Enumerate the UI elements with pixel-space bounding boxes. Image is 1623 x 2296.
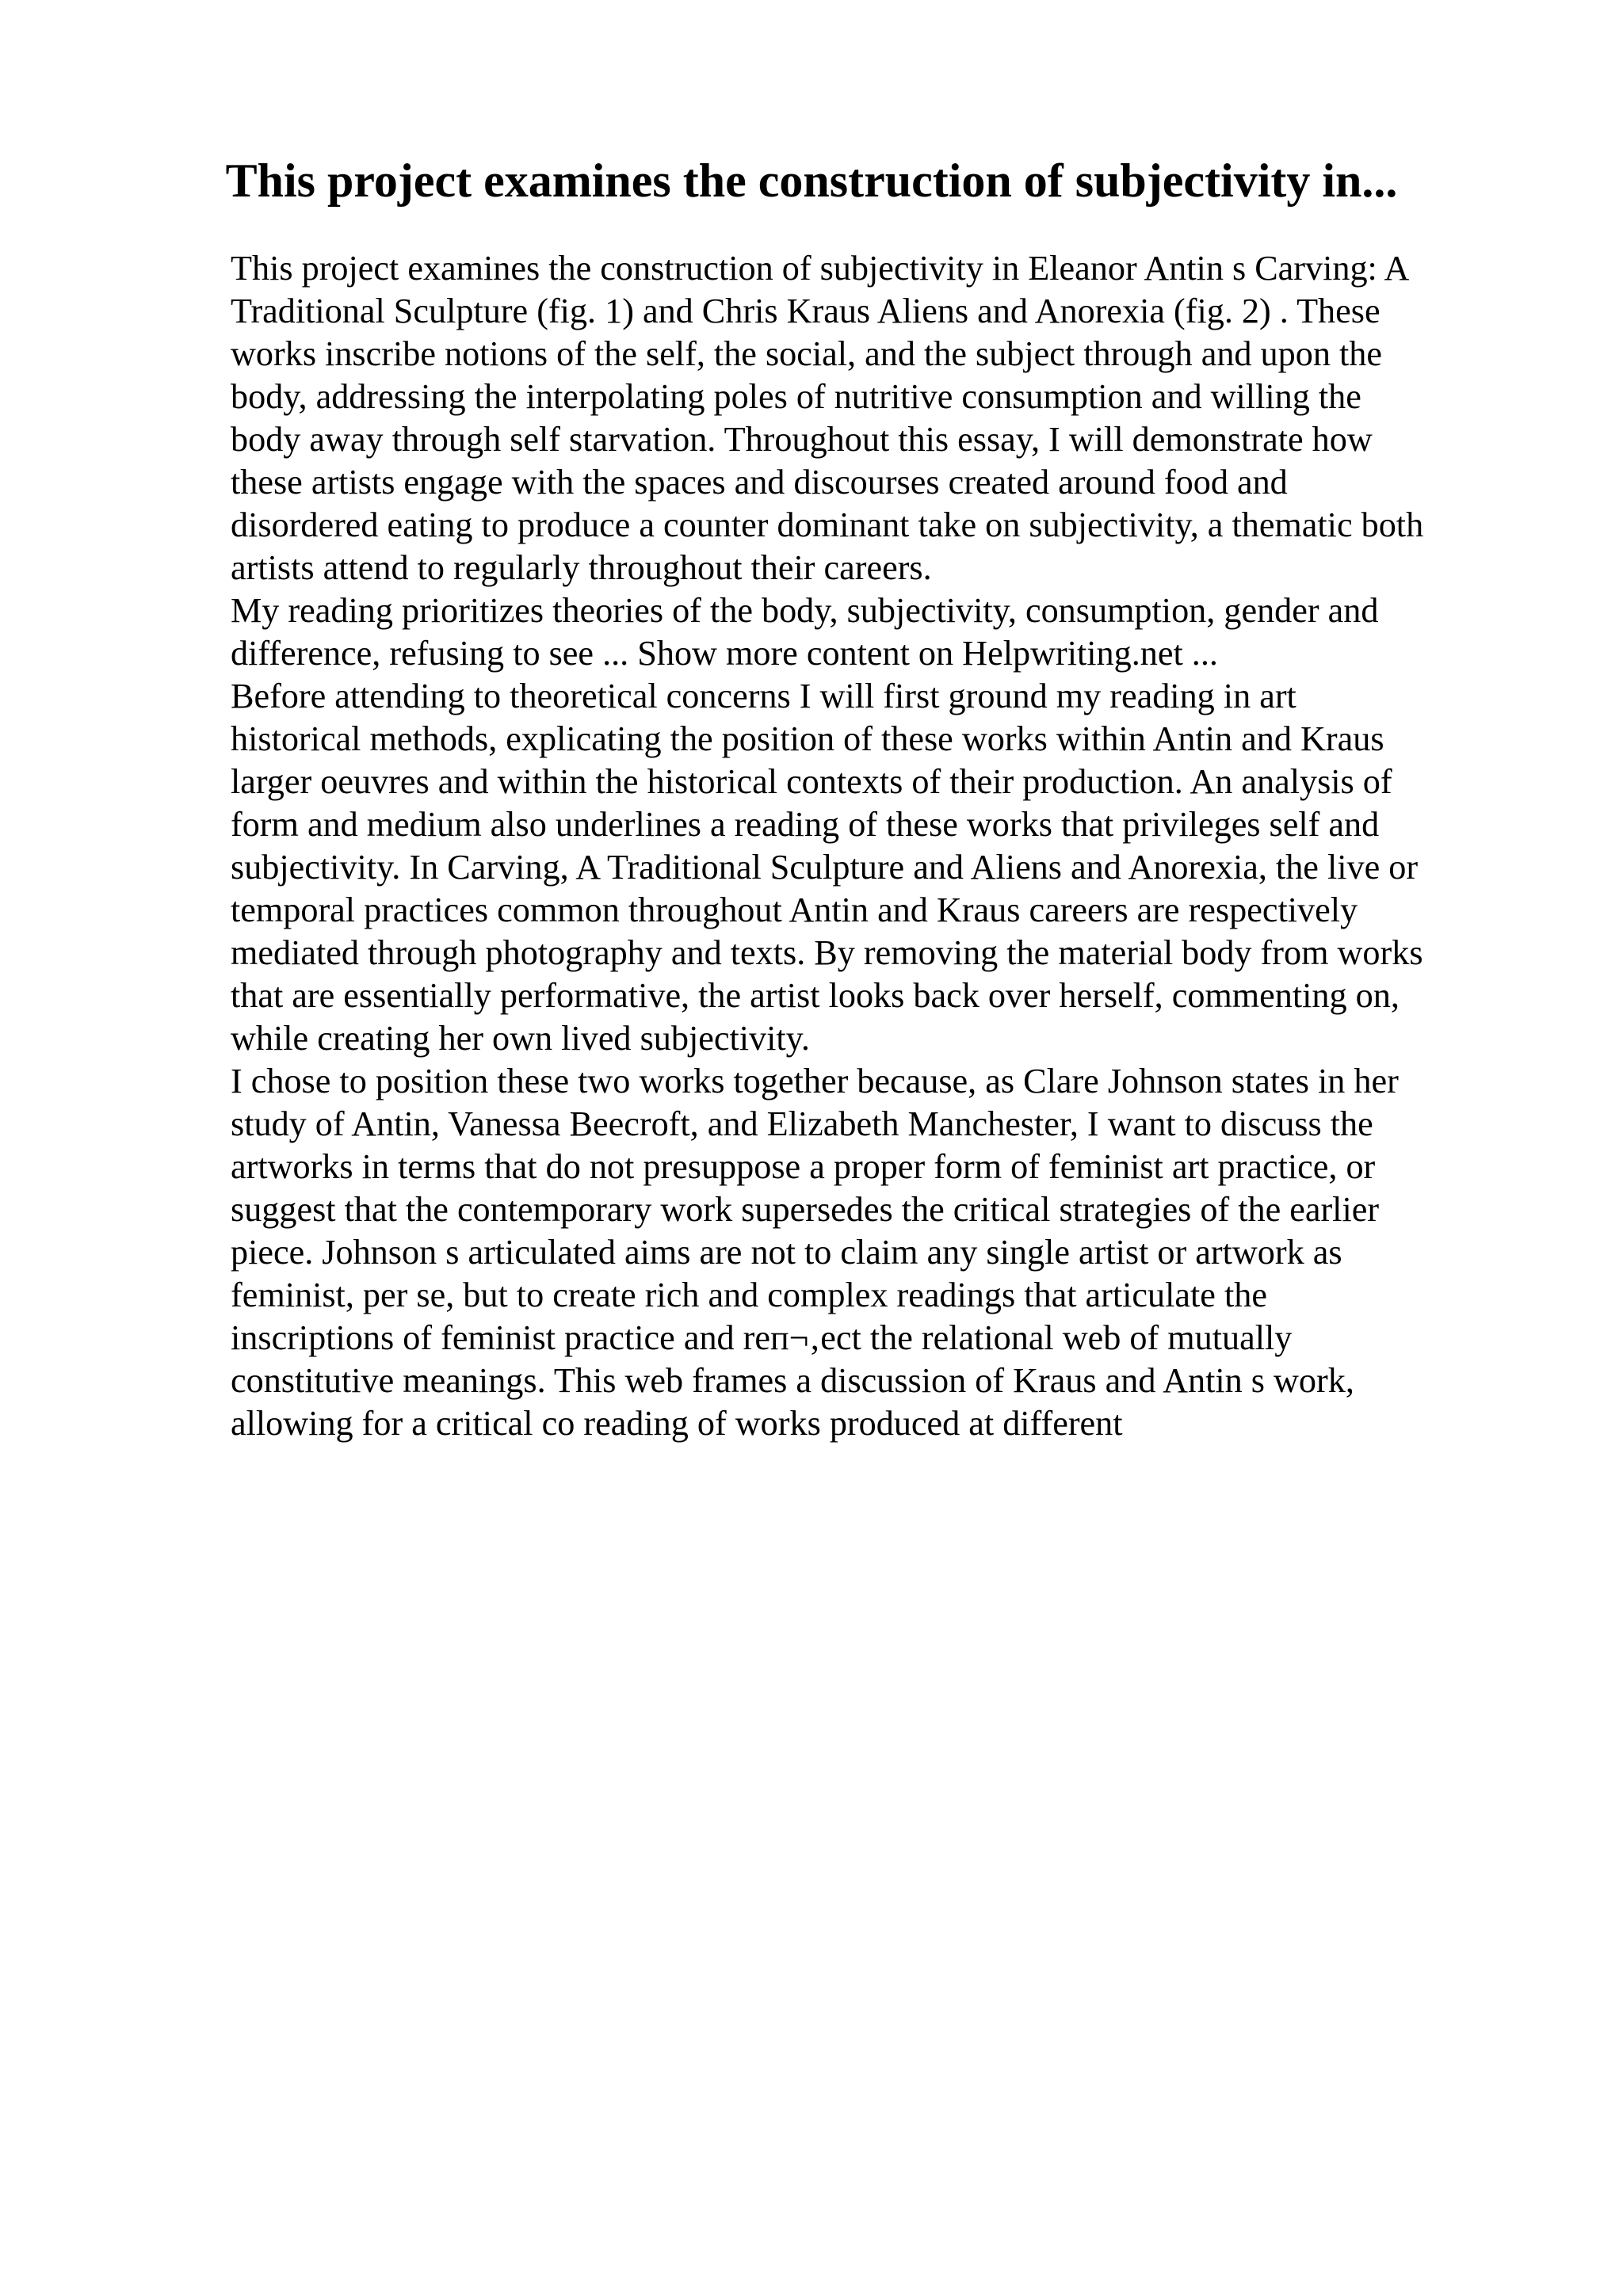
text-line: constitutive meanings. This web frames a discussion of Kraus and Antin s work, [231, 1361, 1354, 1400]
text-line: body, addressing the interpolating poles of nutritive consumption and willing the [231, 377, 1361, 416]
text-line: mediated through photography and texts. By removing the material body from works [231, 933, 1423, 972]
text-line: body away through self starvation. Throughout this essay, I will demonstrate how [231, 420, 1373, 459]
text-line: larger oeuvres and within the historical contexts of their production. An analysis of [231, 762, 1392, 801]
text-line: Traditional Sculpture (fig. 1) and Chris Kraus Aliens and Anorexia (fig. 2) . These [231, 292, 1381, 330]
text-line: My reading prioritizes theories of the body, subjectivity, consumption, gender and [231, 591, 1379, 630]
text-line: This project examines the construction of subjectivity in Eleanor Antin s Carving: A [231, 249, 1410, 288]
text-line: allowing for a critical co reading of works produced at different [231, 1404, 1123, 1443]
text-line: I chose to position these two works together because, as Clare Johnson states in her [231, 1062, 1399, 1100]
text-line: historical methods, explicating the position of these works within Antin and Kraus [231, 719, 1384, 758]
text-line: Before attending to theoretical concerns I will first ground my reading in art [231, 677, 1296, 715]
text-line: difference, refusing to see ... Show more content on Helpwriting.net ... [231, 634, 1218, 673]
text-line: works inscribe notions of the self, the social, and the subject through and upon the [231, 334, 1382, 373]
page-title: This project examines the construction of subjectivity in... [225, 154, 1398, 207]
text-line: feminist, per se, but to create rich and complex readings that articulate the [231, 1276, 1267, 1314]
text-line: form and medium also underlines a reading of these works that privileges self and [231, 805, 1380, 844]
body-text [231, 247, 1530, 1445]
text-line: temporal practices common throughout Antin and Kraus careers are respectively [231, 891, 1358, 929]
text-line: study of Antin, Vanessa Beecroft, and Elizabeth Manchester, I want to discuss the [231, 1104, 1373, 1143]
text-line: artists attend to regularly throughout their careers. [231, 548, 932, 587]
text-line: that are essentially performative, the artist looks back over herself, commenting on, [231, 976, 1400, 1015]
text-line: disordered eating to produce a counter dominant take on subjectivity, a thematic both [231, 505, 1424, 544]
text-line: piece. Johnson s articulated aims are not to claim any single artist or artwork as [231, 1233, 1342, 1272]
text-line: inscriptions of feminist practice and reп¬‚ect the relational web of mutually [231, 1318, 1293, 1357]
text-line: these artists engage with the spaces and discourses created around food and [231, 463, 1288, 502]
text-line: while creating her own lived subjectivity. [231, 1019, 810, 1058]
text-line: artworks in terms that do not presuppose a proper form of feminist art practice, or [231, 1147, 1376, 1186]
text-line: subjectivity. In Carving, A Traditional Sculpture and Aliens and Anorexia, the live or [231, 848, 1419, 887]
text-line: suggest that the contemporary work supersedes the critical strategies of the earlier [231, 1190, 1380, 1229]
